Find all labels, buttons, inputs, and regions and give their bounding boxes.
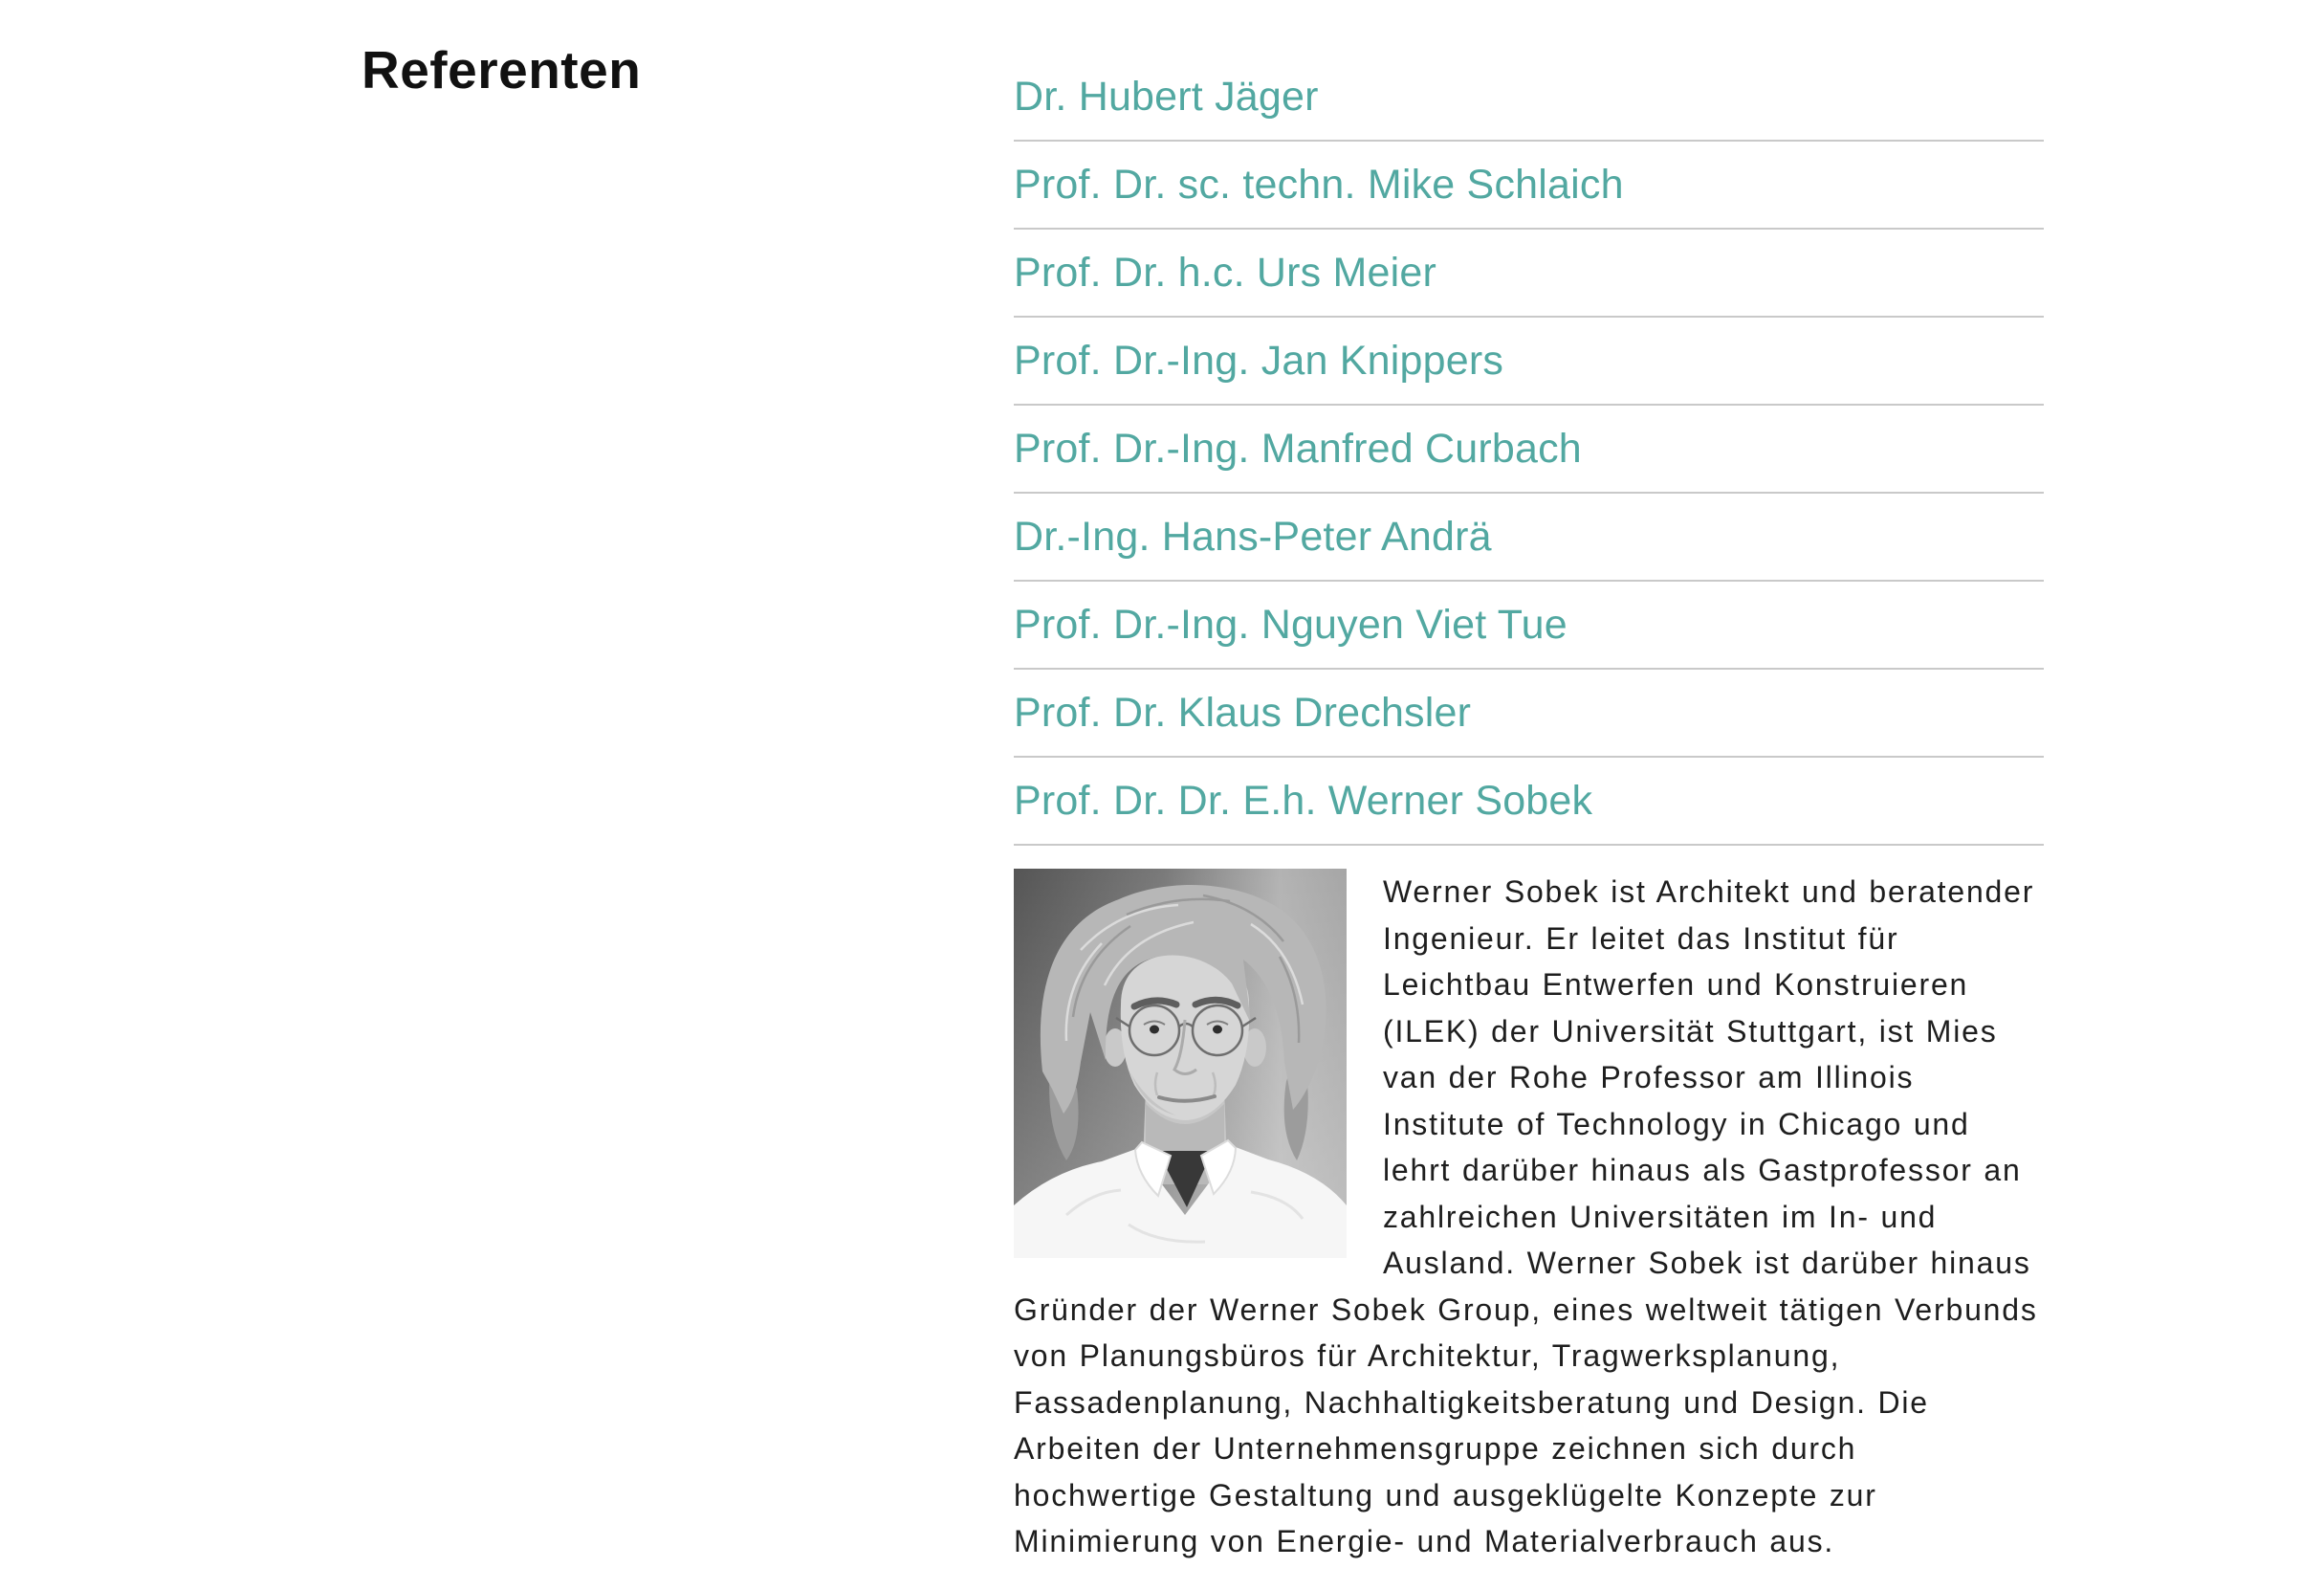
speaker-link[interactable]: Prof. Dr. Klaus Drechsler xyxy=(1014,670,2044,758)
speaker-link[interactable]: Dr.-Ing. Hans-Peter Andrä xyxy=(1014,494,2044,582)
speaker-list xyxy=(1014,54,2044,846)
speaker-link[interactable]: Prof. Dr.-Ing. Nguyen Viet Tue xyxy=(1014,582,2044,670)
page-title: Referenten xyxy=(362,40,642,99)
speaker-link[interactable]: Prof. Dr.-Ing. Jan Knippers xyxy=(1014,318,2044,406)
speaker-link[interactable]: Dr. Hubert Jäger xyxy=(1014,54,2044,142)
speaker-bio-text: Werner Sobek ist Architekt und beratender Ingenieur. Er leitet das Institut für Leichtbau Entwerfen und Konstruieren (ILEK) der Universität Stuttgart, ist Mies van der Rohe Professor am Illinois Institute of Technology in Chicago und lehrt darüber hinaus als Gastprofessor an zahlreichen Universitäten im In- und Ausland. Werner Sobek ist darüber hinaus Gründer der Werner Sobek Group, eines weltweit tätigen Verbunds von Planungsbüros für Architektur, Tragwerksplanung, Fassadenplanung, Nachhaltigkeitsberatung und Design. Die Arbeiten der Unternehmensgruppe zeichnen sich durch hochwertige Gestaltung und ausgeklügelte Konzepte zur Minimierung von Energie- und Materialverbrauch aus. xyxy=(1014,874,2038,1558)
speaker-link[interactable]: Prof. Dr. Dr. E.h. Werner Sobek xyxy=(1014,758,2044,846)
speaker-link[interactable]: Prof. Dr. h.c. Urs Meier xyxy=(1014,230,2044,318)
speaker-link[interactable]: Prof. Dr.-Ing. Manfred Curbach xyxy=(1014,406,2044,494)
speaker-profile xyxy=(1014,869,2044,1565)
speaker-link[interactable]: Prof. Dr. sc. techn. Mike Schlaich xyxy=(1014,142,2044,230)
speakers-section xyxy=(1014,54,2044,1565)
speaker-portrait-photo xyxy=(1014,869,1347,1258)
